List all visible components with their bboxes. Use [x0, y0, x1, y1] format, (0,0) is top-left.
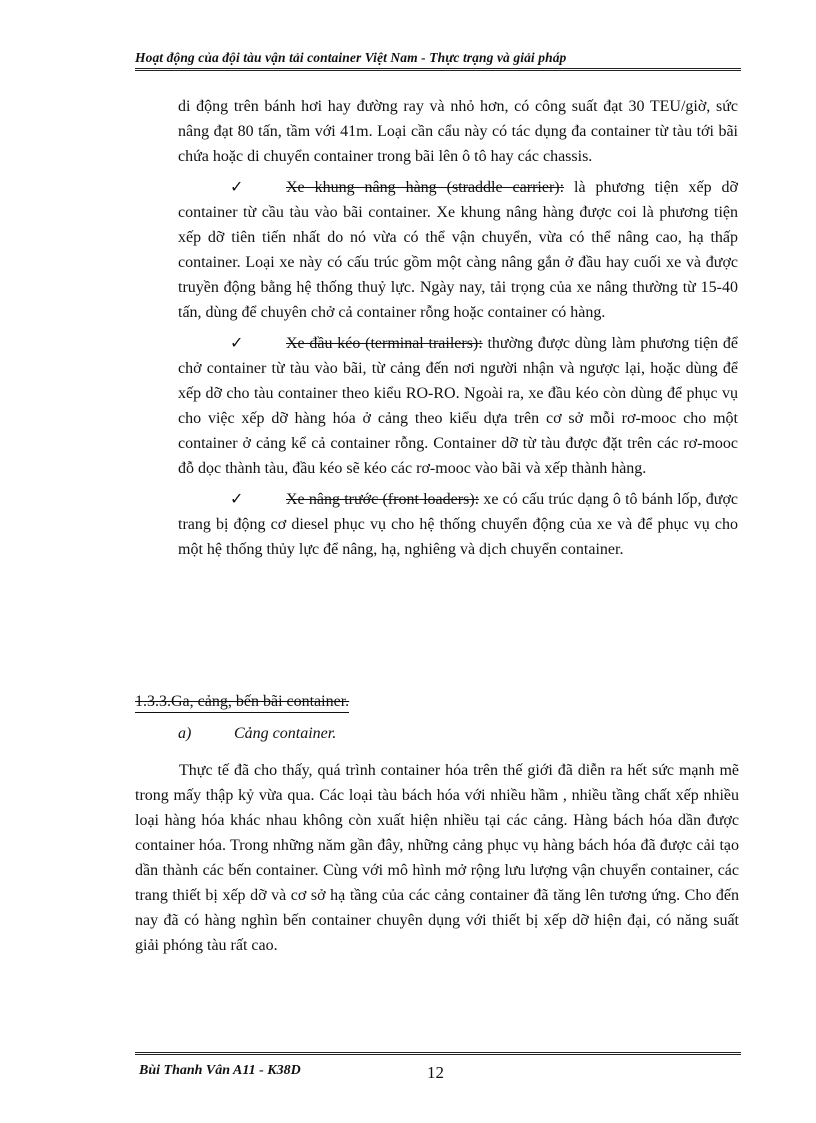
intro-paragraph: di động trên bánh hơi hay đường ray và nhỏ hơn, có công suất đạt 30 TEU/giờ, sức nâng đạt 80 tấn, tầm với 41m. Loại cần cẩu này có tác dụng đa container từ tàu tới bãi chứa hoặc di chuyển container trong bãi lên ô tô hay các chassis. — [178, 98, 738, 165]
body-bottom — [135, 758, 739, 958]
page-footer — [135, 1052, 741, 1082]
page-header — [135, 46, 741, 71]
bullet-terminal-trailers — [178, 331, 738, 481]
check-icon: ✓ — [230, 179, 244, 196]
bullet-term: Xe nâng trước (front loaders): — [286, 491, 480, 508]
bullet-term: Xe khung nâng hàng (straddle carrier): — [286, 179, 565, 196]
page-number: 12 — [427, 1063, 444, 1082]
section-heading — [135, 693, 349, 711]
check-icon: ✓ — [230, 335, 244, 352]
subsection-heading — [178, 725, 336, 743]
subsection-label: a) — [178, 725, 192, 742]
header-title: Hoạt động của đội tàu vận tải container Việt Nam - Thực trạng và giải pháp — [135, 50, 567, 65]
body-top — [178, 94, 738, 562]
port-paragraph: Thực tế đã cho thấy, quá trình container hóa trên thế giới đã diễn ra hết sức mạnh mẽ trong mấy thập kỷ vừa qua. Các loại tàu bách hóa với nhiều hầm , nhiều tầng chất xếp nhiều loại hàng hóa khác nhau không còn xuất hiện nhiều tại các cảng. Hàng bách hóa dần được container hóa. Trong những năm gần đây, những cảng phục vụ hàng bách hóa đã được cải tạo dần thành các bến container. Cùng với mô hình mở rộng lưu lượng vận chuyển container, các trang thiết bị xếp dỡ và cơ sở hạ tầng của các cảng container đã tăng lên tương ứng. Cho đến nay đã có hàng nghìn bến container chuyên dụng với thiết bị xếp dỡ hiện đại, có năng suất giải phóng tàu rất cao. — [135, 762, 739, 954]
bullet-text: xe có cấu trúc dạng ô tô bánh lốp, được trang bị động cơ diesel phục vụ cho hệ thống chuyển động của xe và để phục vụ cho một hệ thống thủy lực để nâng, hạ, nghiêng và dịch chuyển container. — [178, 491, 739, 558]
check-icon: ✓ — [230, 491, 244, 508]
footer-author: Bùi Thanh Vân A11 - K38D — [139, 1063, 301, 1078]
bullet-text: là phương tiện xếp dỡ container từ cầu tàu vào bãi container. Xe khung nâng hàng được coi là phương tiện xếp dỡ tiên tiến nhất do nó vừa có thể vận chuyển, vừa có thể nâng cao, hạ thấp container. Loại xe này có cấu trúc gồm một càng nâng gắn ở đầu hay cuối xe và được truyền động bằng hệ thống thuỷ lực. Ngày nay, tải trọng của xe nâng thường từ 15-40 tấn, dùng để chuyên chở cả container rỗng hoặc container có hàng. — [178, 179, 739, 321]
bullet-front-loaders — [178, 487, 738, 562]
bullet-text: thường được dùng làm phương tiện để chở container từ tàu vào bãi, từ cảng đến nơi người nhận và ngược lại, hoặc dùng để xếp dỡ cho tàu container theo kiểu RO-RO. Ngoài ra, xe đầu kéo còn dùng để phục vụ cho việc xếp dỡ hàng hóa ở cảng theo kiểu dựa trên cơ sở mỗi rơ-mooc cho một container ở cảng kể cả container rỗng. Container dỡ từ tàu được đặt trên các rơ-mooc đỗ dọc thành tàu, đầu kéo sẽ kéo các rơ-mooc vào bãi và xếp thành hàng. — [178, 335, 738, 477]
bullet-term: Xe đầu kéo (terminal trailers): — [286, 335, 483, 352]
bullet-straddle-carrier — [178, 175, 738, 325]
subsection-title: Cảng container. — [234, 725, 337, 742]
section-title: 1.3.3.Ga, cảng, bến bãi container. — [135, 693, 349, 713]
